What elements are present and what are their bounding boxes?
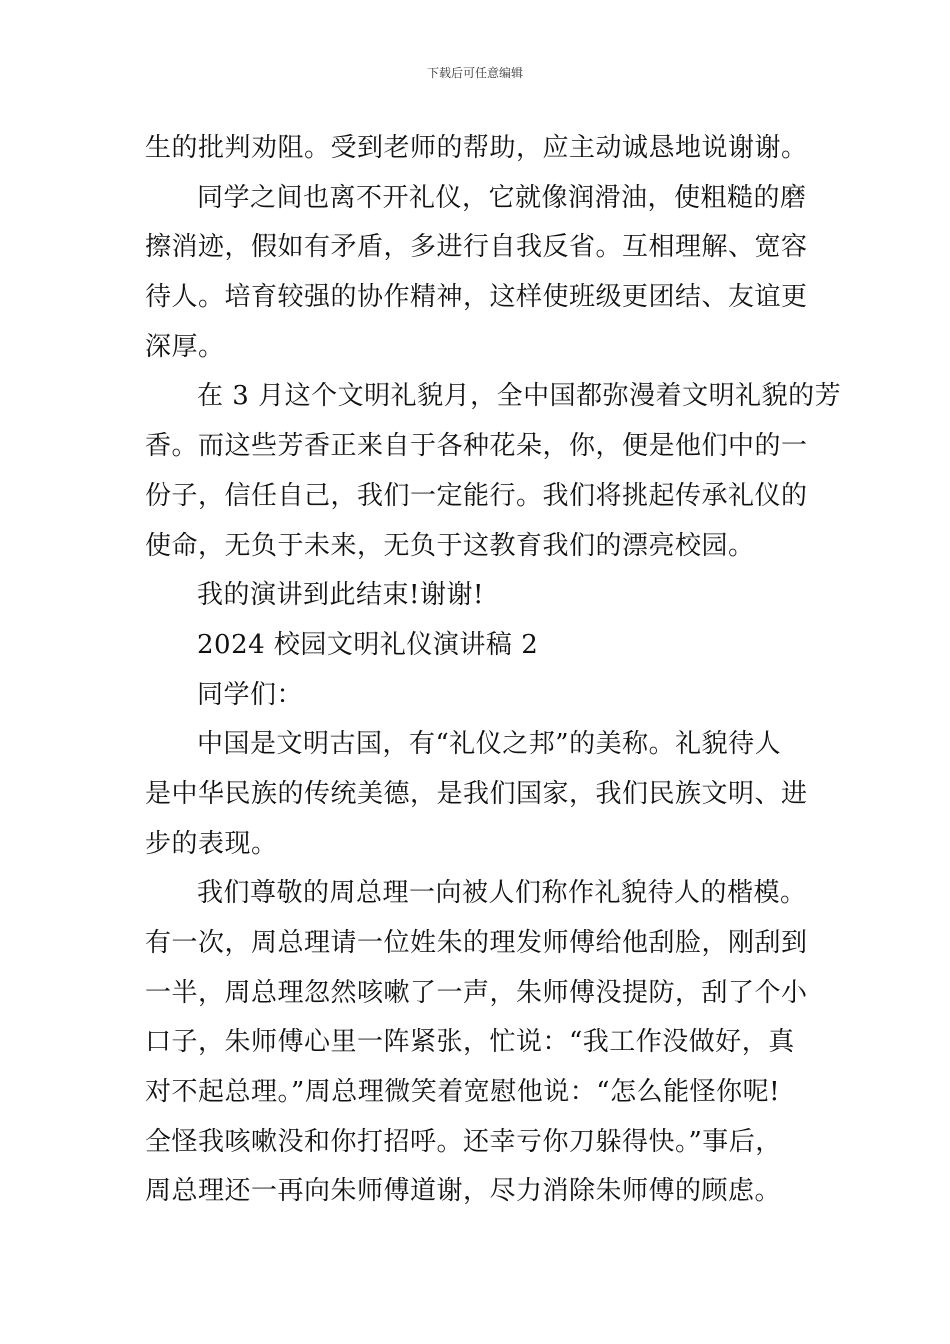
text-line: 使命，无负于未来，无负于这教育我们的漂亮校园。 (145, 530, 755, 561)
text-line: 是中华民族的传统美德，是我们国家，我们民族文明、进 (145, 778, 808, 809)
text-line: 待人。培育较强的协作精神，这样使班级更团结、友谊更 (145, 282, 808, 313)
text-line: 香。而这些芳香正来自于各种花朵，你，便是他们中的一 (145, 431, 808, 462)
section-title: 2024 校园文明礼仪演讲稿 2 (197, 629, 539, 660)
text-line: 一半，周总理忽然咳嗽了一声，朱师傅没提防，刮了个小 (145, 977, 808, 1008)
text-line: 深厚。 (145, 331, 225, 362)
paragraph-start-line: 在 3 月这个文明礼貌月，全中国都弥漫着文明礼貌的芳 (197, 381, 842, 412)
paragraph-start-line: 中国是文明古国，有“礼仪之邦”的美称。礼貌待人 (197, 729, 782, 760)
text-line: 步的表现。 (145, 828, 278, 859)
text-line: 份子，信任自己，我们一定能行。我们将挑起传承礼仪的 (145, 480, 808, 511)
text-line: 有一次，周总理请一位姓朱的理发师傅给他刮脸，刚刮到 (145, 928, 808, 958)
page-header: 下载后可任意编辑 (426, 66, 523, 80)
salutation: 同学们： (197, 679, 304, 710)
closing-line: 我的演讲到此结束!谢谢! (197, 580, 484, 611)
text-line: 全怪我咳嗽没和你打招呼。还幸亏你刀躲得快。”事后， (145, 1126, 782, 1157)
paragraph-start-line: 我们尊敬的周总理一向被人们称作礼貌待人的楷模。 (197, 878, 807, 909)
paragraph-start-line: 同学之间也离不开礼仪，它就像润滑油，使粗糙的磨 (197, 182, 807, 213)
text-line: 擦消迹，假如有矛盾，多进行自我反省。互相理解、宽容 (145, 232, 808, 263)
text-line: 口子，朱师傅心里一阵紧张，忙说：“我工作没做好，真 (145, 1027, 795, 1058)
document-body (145, 124, 842, 1217)
text-line: 对不起总理。”周总理微笑着宽慰他说：“怎么能怪你呢! (145, 1077, 781, 1108)
text-line: 生的批判劝阻。受到老师的帮助，应主动诚恳地说谢谢。 (145, 133, 808, 163)
text-line: 周总理还一再向朱师傅道谢，尽力消除朱师傅的顾虑。 (145, 1176, 782, 1207)
